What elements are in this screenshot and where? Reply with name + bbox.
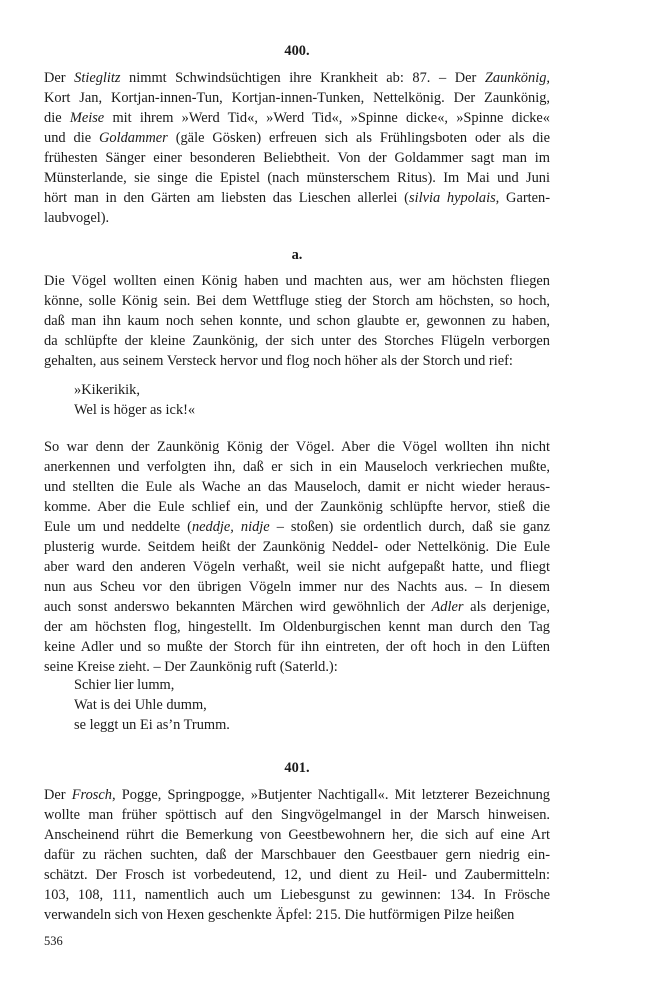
text-line: gehalten, aus seinem Versteck hervor und flog noch höher als der Storch und rief: xyxy=(44,353,513,369)
text-line: plusterig wurde. Seitdem heißt der Zaunkönig Neddel- oder Nettelkönig. Die Eule xyxy=(44,539,550,555)
italic-term: silvia hypolais, xyxy=(408,190,500,206)
italic-term: Zaunkönig, xyxy=(484,70,550,86)
text-line: seine Kreise zieht. – Der Zaunkönig ruft (Saterld.): xyxy=(44,659,338,675)
text-line: schätzt. Der Frosch ist vorbedeutend, 12, und dient zu Heil- und Zaubermitteln: xyxy=(44,867,550,883)
section-heading-a: a. xyxy=(291,247,303,263)
italic-term: Frosch, xyxy=(71,787,116,803)
page-number: 536 xyxy=(44,934,63,948)
text-line: nun aus Scheu vor den übrigen Vögeln immer nur des Nachts aus. – In diesem xyxy=(44,579,550,595)
verse-line: »Kikerikik, xyxy=(74,382,140,398)
text-line: Kort Jan, Kortjan-innen-Tun, Kortjan-innen-Tunken, Nettelkönig. Der Zaunkönig, xyxy=(44,90,550,106)
verse-line: Wel is höger as ick!« xyxy=(74,402,196,418)
verse-line: Wat is dei Uhle dumm, xyxy=(74,697,207,713)
italic-term: neddje, nidje xyxy=(191,519,270,535)
verse-line: Schier lier lumm, xyxy=(74,677,175,693)
text-line: hört man in den Gärten am liebsten das Lieschen allerlei (silvia hypolais, Garten- xyxy=(44,190,550,206)
text-line: keine Adler und so mußte der Storch für ihn eintreten, der oft hoch in den Lüften xyxy=(44,639,550,655)
text-line: und stellten die Eule als Wache an das Mauseloch, damit er nicht wieder heraus- xyxy=(44,479,550,495)
text-line: der am höchsten flog, hingestellt. Im Oldenburgischen kennt man durch den Tag xyxy=(44,619,550,635)
text-line: auch sonst anderswo bekannten Märchen wird gewöhnlich der Adler als derjenige, xyxy=(44,599,550,615)
text-line: Die Vögel wollten einen König haben und machten aus, wer am höchsten fliegen xyxy=(44,273,550,289)
verse-line: se leggt un Ei as’n Trumm. xyxy=(74,717,230,733)
paragraph-a-1 xyxy=(44,271,550,371)
text-line: könne, solle König sein. Bei dem Wettfluge stieg der Storch am höchsten, so hoch, xyxy=(44,293,550,309)
text-line: Münsterlande, sie singe die Epistel (nach münsterschem Ritus). Im Mai und Juni xyxy=(44,170,550,186)
italic-term: Goldammer xyxy=(99,130,168,146)
text-line: und die Goldammer (gäle Gösken) erfreuen sich als Frühlingsboten oder als die xyxy=(44,130,550,146)
text-line: Der Stieglitz nimmt Schwindsüchtigen ihre Krankheit ab: 87. – Der Zaunkönig, xyxy=(44,70,550,86)
section-heading-401: 401. xyxy=(284,760,310,776)
text-line: daß man ihn kaum noch sehen konnte, und schon glaubte er, gewonnen zu haben, xyxy=(44,313,550,329)
text-line: anerkennen und verfolgten ihn, daß er sich in ein Mauseloch verkriechen mußte, xyxy=(44,459,550,475)
text-line: da schlüpfte der kleine Zaunkönig, der sich unter des Storches Flügeln verborgen xyxy=(44,333,550,349)
italic-term: Adler xyxy=(431,599,464,615)
text-line: verwandeln sich von Hexen geschenkte Äpfel: 215. Die hutförmigen Pilze heißen xyxy=(44,907,515,923)
text-line: laubvogel). xyxy=(44,210,110,226)
italic-term: Stieglitz xyxy=(74,70,121,86)
verse-schier-lier-lumm xyxy=(74,675,230,735)
text-line: komme. Aber die Eule schlief ein, und der Zaunkönig schlüpfte hervor, stieß die xyxy=(44,499,550,515)
text-line: Eule um und neddelte (neddje, nidje – stoßen) sie ordentlich durch, daß sie ganz xyxy=(44,519,550,535)
text-line: 103, 108, 111, namentlich auch um Liebesgunst zu gewinnen: 134. In Frösche xyxy=(44,887,550,903)
text-line: aber ward den anderen Vögeln verhaßt, weil sie nicht aufgepaßt hatte, und fliegt xyxy=(44,559,550,575)
text-line: frühesten Sänger einer besonderen Beliebtheit. Von der Goldammer sagt man im xyxy=(44,150,550,166)
text-line: So war denn der Zaunkönig König der Vögel. Aber die Vögel wollten ihn nicht xyxy=(44,439,550,455)
paragraph-a-2 xyxy=(44,437,550,677)
text-line: die Meise mit ihrem »Werd Tid«, »Werd Tid«, »Spinne dicke«, »Spinne dicke« xyxy=(44,110,550,126)
text-line: dafür zu rächen suchten, daß der Marschbauer den Geestbauer gern niedrig ein- xyxy=(44,847,550,863)
italic-term: Meise xyxy=(69,110,105,126)
paragraph-401 xyxy=(44,785,550,925)
paragraph-400 xyxy=(44,68,550,228)
text-line: Anscheinend rührt die Bemerkung von Geestbewohnern her, die sich auf eine Art xyxy=(44,827,550,843)
text-line: wollte man früher spöttisch auf den Singvögelmangel in der Marsch hinweisen. xyxy=(44,807,550,823)
section-heading-400: 400. xyxy=(284,43,310,59)
text-line: Der Frosch, Pogge, Springpogge, »Butjenter Nachtigall«. Mit letzterer Bezeichnung xyxy=(44,787,550,803)
verse-kikerikik xyxy=(74,380,195,420)
